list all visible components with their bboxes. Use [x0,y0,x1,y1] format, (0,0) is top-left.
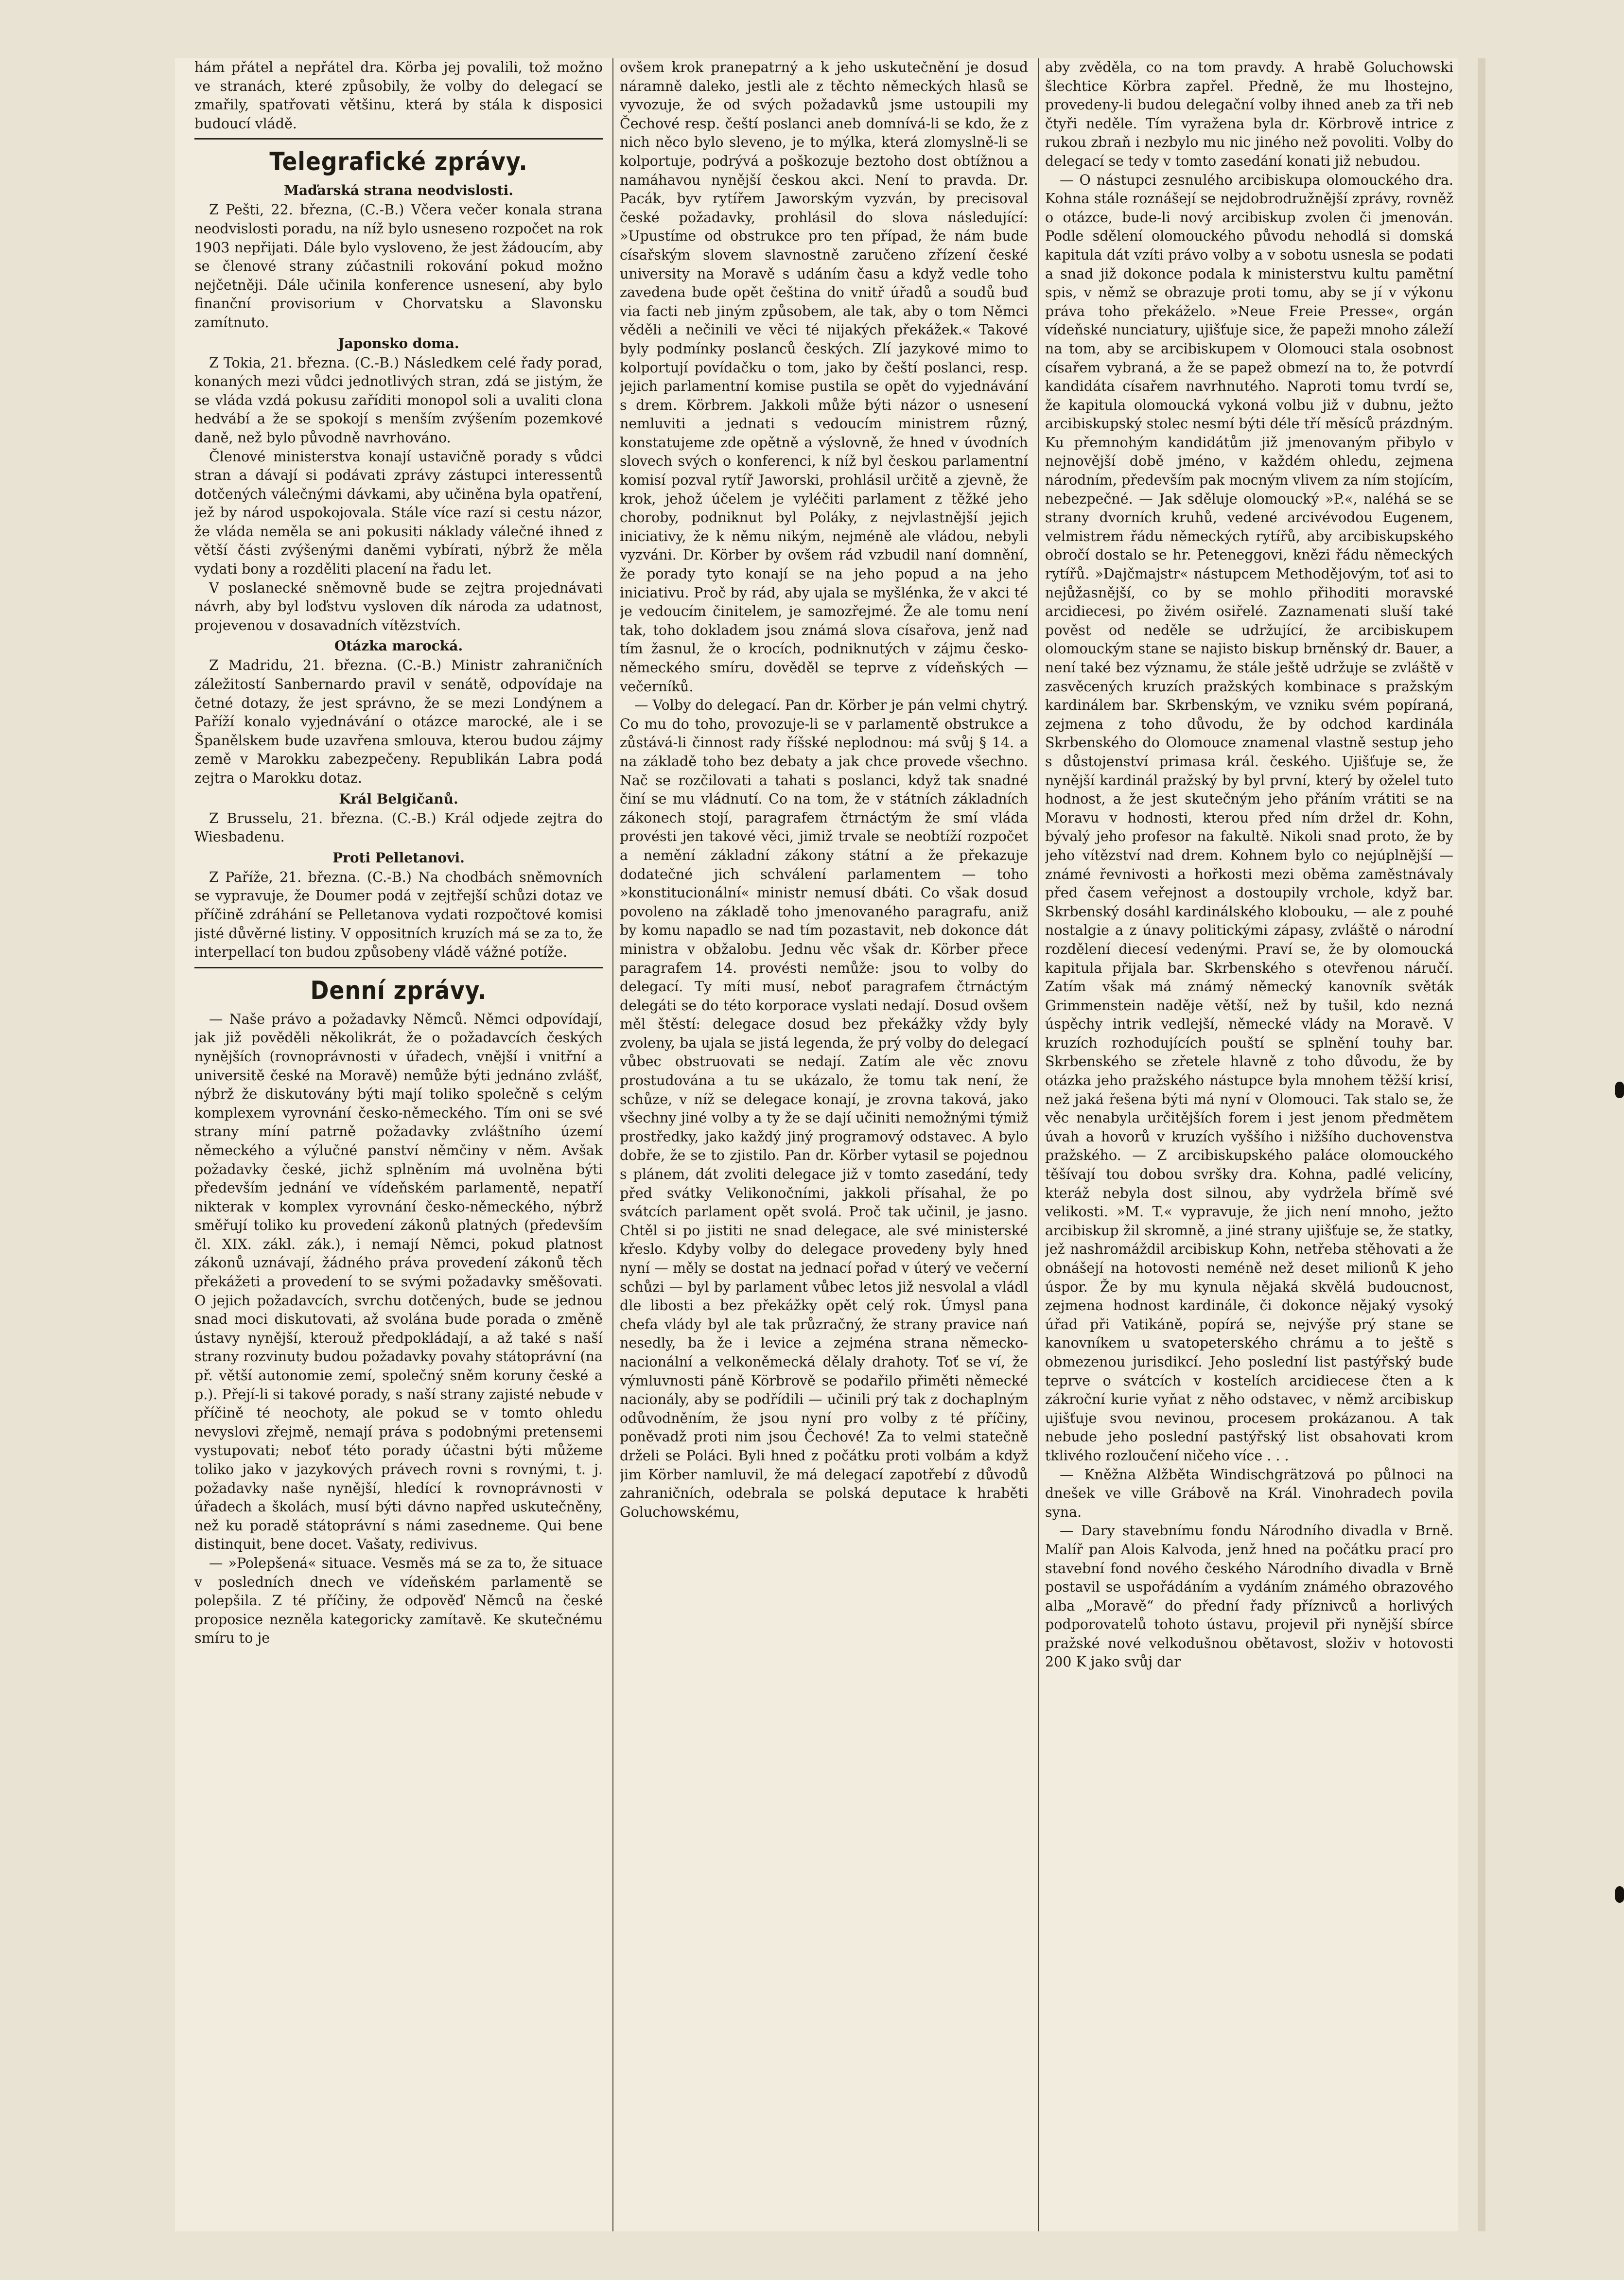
article-paragraph: aby zvěděla, co na tom pravdy. A hrabě Goluchowski šlechtice Körbra zapřel. Předně, že mu lhostejno, provedeny-li budou delegační volby ihned aneb za tři neb čtyři neděle. Tím vyražena byla dr. Körbrově intrice z rukou zbraň i nezbylo mu nic jiného než povoliti. Volby do delegací se tedy v tomto zasedání konati již nebudou. [1045,59,1453,169]
news-subheading: Král Belgičanů. [339,790,458,807]
article-paragraph: — Kněžna Alžběta Windischgrätzová po půlnoci na dnešek ve ville Grábově na Král. Vinohradech povila syna. [1045,1466,1453,1520]
article-paragraph: — Volby do delegací. Pan dr. Körber je pán velmi chytrý. Co mu do toho, provozuje-li se v parlamentě obstrukce a zůstává-li činnost rady říšské neplodnou: má svůj § 14. a na základě toho bez debaty a jak chce provede všechno. Nač se rozčilovati a tahati s poslanci, když tak snadné činí se mu vládnutí. Co na tom, že v státních základních zákonech stojí, paragrafem čtrnáctým že smí vláda provésti jen takové věci, jimiž trvale se neobtíží rozpočet a nemění základní zákony státní a že překazuje dodatečné jich schválení parlamentem — toho »konstitucionální« ministr nemusí dbáti. Co však dosud povoleno na základě toho jmenovaného paragrafu, aniž by komu napadlo se nad tím pozastavit, neb dokonce dát ministra v obžalobu. Jednu věc však dr. Körber přece paragrafem 14. provésti nemůže: jsou to volby do delegací. Ty míti musí, neboť paragrafem čtrnáctým delegáti se do této korporace vyslati nedají. Dosud ovšem měl štěstí: delegace dosud bez překážky vždy byly zvoleny, ba ujala se jistá legenda, že prý volby do delegací vůbec obstruovati se nedají. Zatím ale věc znovu prostudována a tu se ukázalo, že tomu tak není, že schůze, v níž se delegace konají, je zrovna taková, jako všechny jiné volby a ty že se dají učiniti nemožnými týmiž prostředky, jako každý jiný programový odstavec. A bylo dobře, že se to zjistilo. Pan dr. Körber vytasil se pojednou s plánem, dát zvoliti delegace již v tomto zasedání, tedy před svátky Velikonočními, jakkoli přísahal, že po svátcích parlament opět svolá. Proč tak učinil, je jasno. Chtěl si po jistiti ne snad delegace, ale své ministerské křeslo. Kdyby volby do delegace provedeny byly hned nyní — měly se dostat na jednací pořad v úterý ve večerní schůzi — byl by parlament vůbec letos již nesvolal a vládl dle libosti a bez překážky opět celý rok. Úmysl pana chefa vlády byl ale tak průzračný, že strany pravice nań nesedly, ba že i levice a zejména strana německo-nacionální a velkoněmecká dělaly drahoty. Toť se ví, že výmluvnosti páně Körbrově se podařilo přiměti německé nacionály, aby se podřídili — učinili prý tak z dochaplným odůvodněním, že jsou nyní pro volby z té příčiny, poněvadž proti nim jsou Čechové! Za to velmi statečně drželi se Poláci. Byli hned z počátku proti volbám a když jim Körber namluvil, že má delegací zapotřebí z důvodů zahraničních, odebrala se polská deputace k hraběti Goluchowskému, [620,697,1028,1520]
newspaper-page [175,58,1458,2231]
article-paragraph: hám přátel a nepřátel dra. Körba jej povalili, tož možno ve stranách, které způsobily, že volby do delegací se zmařily, spatřovati většinu, která by stála k disposici budoucí vládě. [194,59,603,132]
article-paragraph: V poslanecké sněmovně bude se zejtra projednávati návrh, aby byl loďstvu vysloven dík národa za udatnost, projevenou v dosavadních vítězstvích. [194,579,603,633]
article-paragraph: Z Brusselu, 21. března. (C.-B.) Král odjede zejtra do Wiesbadenu. [194,810,603,845]
news-subheading: Maďarská strana neodvislosti. [284,182,513,199]
article-paragraph: Z Paříže, 21. března. (C.-B.) Na chodbách sněmovních se vypravuje, že Doumer podá v zejtřejší schůzi dotaz ve příčině zdráhání se Pelletanova vydati rozpočtové komisi jisté důvěrné listiny. V oppositních kruzích má se za to, že interpellací ton budou způsobeny vládě vážné potíže. [194,869,603,961]
binding-hole-mark [1615,1886,1624,1903]
article-paragraph: Z Tokia, 21. března. (C.-B.) Následkem celé řady porad, konaných mezi vůdci jednotlivých stran, zdá se jistým, že se vláda vzdá pokusu zaříditi monopol soli a uvaliti clona hedvábí a že se spokojí s menším zvýšením pozemkové daně, než bylo původně navrhováno. [194,354,603,446]
column-1 [194,58,603,2231]
section-rule [194,967,603,968]
binding-hole-mark [1615,1082,1624,1098]
column-divider-1 [612,58,613,2231]
article-paragraph: — »Polepšená« situace. Vesměs má se za to, že situace v posledních dnech ve vídeňském parlamentě se polepšila. Z té příčiny, že odpověď Němců na české proposice nezněla kategoricky zamítavě. Ke skutečnému smíru to je [194,1555,603,1647]
column-3 [1045,58,1453,2231]
column-2 [620,58,1028,2231]
section-heading: Telegrafické zprávy. [269,147,528,177]
section-heading: Denní zprávy. [310,976,487,1005]
news-subheading: Otázka marocká. [334,638,463,654]
article-paragraph: — O nástupci zesnulého arcibiskupa olomouckého dra. Kohna stále roznášejí se nejdobrodružnější zprávy, rovněž o otázce, bude-li nový arcibiskup zvolen či jmenován. Podle sdělení olomouckého původu nehodlá si domská kapitula dát vzíti právo volby a v sobotu usnesla se podati a snad již dokonce podala k ministerstvu kultu pamětní spis, v němž se obrazuje proti tomu, aby se jí v výkonu práva toho překáželo. »Neue Freie Presse«, orgán vídeňské nunciatury, ujišťuje sice, že papeži mnoho záleží na tom, aby se arcibiskupem v Olomouci stala osobnost císařem vybraná, a že se papež obmezí na to, že potvrdí kandidáta císařem navrhnutého. Naproti tomu tvrdí se, že kapitula olomoucká vykoná volbu již v dubnu, ježto arcibiskupský stolec nesmí býti déle tří měsíců prázdným. Ku přemnohým kandidátům již jmenovaným přibylo v nejnovější době jméno, v každém ohledu, zejmena národním, především pak mocným vlivem za ním stojícím, nebezpečné. — Jak sděluje olomoucký »P.«, naléhá se se strany dvorních kruhů, vedené arcivévodou Eugenem, velmistrem řádu německých rytířů, aby arcibiskupského obročí dostalo se hr. Peteneggovi, knězi řádu německých rytířů. »Dajčmajstr« nástupcem Methodějovým, toť asi to nejůžasnější, co by se mohlo přihoditi moravské arcidiecesi, po živém osiřelé. Zaznamenati sluší také pověst od neděle se udržující, že arcibiskupem olomouckým stane se najisto biskup brněnský dr. Bauer, a není také bez významu, že stále ještě udržuje se zvláště v zasvěcených kruzích pražských kombinace s pražským kardinálem bar. Skrbenským, ve vzniku svém popíraná, zejmena z toho důvodu, že by odchod kardinála Skrbenského do Olomouce znamenal vlastně sestup jeho s důstojenství primasa král. českého. Ujišťuje se, že nynější kardinál pražský by byl první, který by oželel tuto hodnost, a že jest skutečným jeho přáním vrátiti se na Moravu v hodnosti, kterou před ním držel dr. Kohn, bývalý jeho profesor na fakultě. Nikoli snad proto, že by jeho vítězství nad drem. Kohnem bylo co nejúplnější — známé řevnivosti a hořkosti mezi oběma zaměstnávaly před časem veřejnost a dostoupily vrchole, když bar. Skrbenský dosáhl kardinálského klobouku, — ale z pouhé nostalgie a z únavy politickými zápasy, zvláště o národní rozdělení diecesí vedenými. Praví se, že by olomoucká kapitula přijala bar. Skrbenského s otevřenou náručí. Zatím však má známý německý kanovník světák Grimmenstein naděje větší, než by tušil, kdo nezná úspěchy intrik vedlejší, německé vlády na Moravě. V kruzích rozhodujících pouští se splnění touhy bar. Skrbenského se zřetele hlavně z toho důvodu, že by otázka jeho pražského nástupce byla mnohem těžší krisí, než jaká řešena býti má nyní v Olomouci. Tak stalo se, že věc nenabyla určitějších forem i jest jenom předmětem úvah a hovorů v kruzích vyššího i nižšího duchovenstva pražského. — Z arcibiskupského paláce olomouckého těšívají tou dobou svršky dra. Kohna, padlé velicíny, kteráž nebyla dost silnou, aby vydržela břímě své velikosti. »M. T.« vypravuje, že jich není mnoho, ježto arcibiskup žil skromně, a jiné strany ujišťuje se, že statky, jež nashromáždil arcibiskup Kohn, netřeba stěhovati a že obnášejí na hotovosti neméně než deset milionů K jeho úspor. Že by mu kynula nějaká skvělá budoucnost, zejmena hodnost kardinále, či dokonce nějaký vysoký úřad při Vatikáně, popírá se, nejvýše prý stane se kanovníkem u svatopeterského chrámu a to ještě s obmezenou jurisdikcí. Jeho poslední list pastýřský bude teprve o svátcích v kostelích arcidiecese čten a k zákroční kurie vyňat z něho odstavec, v němž arcibiskup ujišťuje svou nevinou, procesem prokázanou. A tak nebude jeho poslední pastýřský list obsahovati krom tklivého rozloučení ničeho více . . . [1045,172,1453,1464]
section-rule [194,138,603,140]
page-edge-strip [1478,58,1485,2231]
news-subheading: Japonsko doma. [338,335,459,351]
article-paragraph: — Naše právo a požadavky Němců. Němci odpovídají, jak již pověděli několikrát, že o požadavcích českých nynějších (rovnoprávnosti v úřadech, vnější i vnitřní a universitě české na Moravě) nemůže býti jednáno zvlášť, nýbrž že diskutovány býti mají toliko společně s celým komplexem vyrovnání česko-německého. Tím oni se své strany míní patrně požadavky zvláštního území německého a výlučné panství němčiny v něm. Avšak požadavky české, jichž splněním má uvolněna býti především jednání ve vídeňském parlamentě, nepatří nikterak v komplex vyrovnání česko-německého, nýbrž směřují toliko ku provedení zákonů platných (především čl. XIX. zákl. zák.), i nemají Němci, pokud platnost zákonů uznávají, žádného práva provedení zákonů těch překážeti a provedení to se svými požadavky směšovati. O jejich požadavcích, svrchu dotčených, bude se jednou snad moci diskutovati, až svolána bude porada o změně ústavy nynější, kterouž předpokládají, a až také s naší strany rozvinuty budou požadavky povahy státoprávní (na př. větší autonomie zemí, společný sněm koruny české a p.). Přejí-li si takové porady, s naší strany zajisté nebude v příčině té neochoty, ale pokud se v tomto ohledu nevyslovi zřejmě, nemají práva s podobnými pretensemi vystupovati; neboť této porady účastni býti můžeme toliko jako v jazykových právech rovni s rovnými, t. j. požadavky naše nynější, hledící k rovnoprávnosti v úřadech a školách, musí býti dávno napřed uskutečněny, než ku poradě státoprávní s námi zasedneme. Qui bene distinquit, bene docet. Vašaty, redivivus. [194,1011,603,1553]
article-paragraph: Z Pešti, 22. března, (C.-B.) Včera večer konala strana neodvislosti poradu, na níž bylo usneseno rozpočet na rok 1903 nepřijati. Dále bylo vysloveno, že jest žádoucím, aby se členové strany zúčastnili rokování pokud možno nejčetněji. Dále učinila konference usnesení, aby bylo finanční provisorium v Chorvatsku a Slavonsku zamítnuto. [194,202,603,331]
article-paragraph: ovšem krok pranepatrný a k jeho uskutečnění je dosud náramně daleko, jestli ale z těchto německých hlasů se vyvozuje, že od svých požadavků jsme ustoupili my Čechové resp. čeští poslanci aneb domnívá-li se kdo, že z nich něco bylo sleveno, je to mýlka, která zlomyslně-li se kolportuje, podrývá a poškozuje beztoho dost obtížnou a namáhavou nynější českou akci. Není to pravda. Dr. Pacák, byv rytířem Jaworským vyzván, by precisoval české požadavky, prohlásil do slova následující: »Upustíme od obstrukce pro ten případ, že nám bude císařským slovem slavnostně zaručeno zřízení české university na Moravě s udáním času a když vedle toho zavedena bude opět čeština do vnitř úřadů a soudů buď via facti neb jiným způsobem, ale tak, aby o tom Němci věděli a nečinili ve věci té nijakých překážek.« Takové byly podmínky poslanců českých. Zlí jazykové mimo to kolportují povídačku o tom, jako by čeští poslanci, resp. jejich parlamentní komise pustila se opět do vyjednávání s drem. Körbrem. Jakkoli může býti názor o usnesení nemluviti a jednati s vedoucím ministrem různý, konstatujeme zde opětně a výslovně, že hned v úvodních slovech svých o konferenci, k níž byl českou parlamentní komisí pozval rytíř Jaworski, prohlásil určitě a zjevně, že krok, jehož účelem je vyléčiti parlament z těžké jeho choroby, podniknut byl Poláky, z nejvlastnější jejich iniciativy, že k němu nikým, nejméně ale vládou, nebyli vyzváni. Dr. Körber by ovšem rád vzbudil naní domnění, že porady tyto konají se na jeho popud a na jeho iniciativu. Proč by rád, aby ujala se myšlénka, že v akci té je vedoucím činitelem, je samozřejmé. Že ale tomu není tak, toho dokladem jsou známá slova císařova, jenž nad tím žasnul, že o krocích, podniknutých v zájmu česko-německého smíru, dověděl se teprve z vídeňských — večerníků. [620,59,1028,695]
column-divider-2 [1038,58,1039,2231]
article-paragraph: — Dary stavebnímu fondu Národního divadla v Brně. Malíř pan Alois Kalvoda, jenž hned na počátku prací pro stavební fond nového českého Národního divadla v Brně postavil se uspořádáním a vydáním známého obrazového alba „Moravě“ do přední řady příznivců a horlivých podporovatelů tohoto ústavu, projevil při nynější sbírce pražské nové velkodušnou obětavost, složiv v hotovosti 200 K jako svůj dar [1045,1523,1453,1670]
news-subheading: Proti Pelletanovi. [332,849,465,866]
article-paragraph: Členové ministerstva konají ustavičně porady s vůdci stran a dávají si podávati zprávy zástupci interessentů dotčených válečnými dávkami, aby učiněna byla opatření, jež by národ uspokojovala. Stále více razí si cestu názor, že vláda neměla se ani pokusiti náklady válečné ihned z větší části zvýšenými daněmi vybírati, nýbrž že měla vydati bony a rozděliti placení na řadu let. [194,448,603,578]
article-paragraph: Z Madridu, 21. března. (C.-B.) Ministr zahraničních záležitostí Sanbernardo pravil v senátě, odpovídaje na četné dotazy, že jest správno, že se mezi Londýnem a Paříží konalo vyjednávání o otázce marocké, ale i se Španělskem bude uzavřena smlouva, kterou budou zájmy země v Marokku zabezpečeny. Republikán Labra podá zejtra o Marokku dotaz. [194,657,603,786]
